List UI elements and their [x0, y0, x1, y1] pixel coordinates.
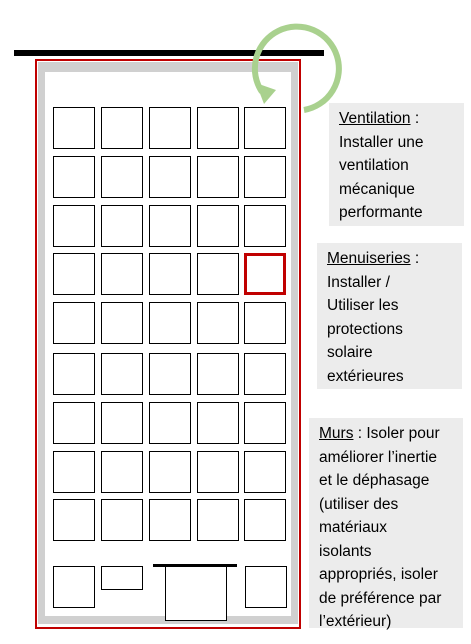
- window: [197, 402, 239, 444]
- window: [101, 499, 143, 541]
- window: [149, 205, 191, 247]
- window: [53, 107, 95, 149]
- window: [149, 499, 191, 541]
- note-menuiseries-body: Installer / Utiliser les protections solaire extérieures: [327, 273, 404, 385]
- window: [244, 499, 286, 541]
- window: [244, 107, 286, 149]
- window: [53, 156, 95, 198]
- window: [101, 402, 143, 444]
- window: [149, 156, 191, 198]
- window: [197, 205, 239, 247]
- ground-floor-window: [101, 566, 143, 590]
- note-menuiseries-title: Menuiseries: [327, 250, 411, 267]
- window: [101, 156, 143, 198]
- window: [101, 353, 143, 395]
- window: [244, 353, 286, 395]
- entrance-door: [165, 567, 227, 621]
- window: [53, 451, 95, 493]
- note-ventilation-title: Ventilation: [339, 110, 411, 127]
- note-murs: [309, 418, 463, 628]
- window: [149, 402, 191, 444]
- window: [149, 451, 191, 493]
- window: [149, 107, 191, 149]
- window: [244, 156, 286, 198]
- window: [101, 253, 143, 295]
- window: [53, 205, 95, 247]
- ground-floor-window: [53, 566, 95, 608]
- note-murs-separator: :: [353, 425, 367, 442]
- note-ventilation-body: Installer une ventilation mécanique performante: [339, 133, 424, 221]
- window: [244, 205, 286, 247]
- window: [101, 451, 143, 493]
- window: [197, 451, 239, 493]
- window: [53, 499, 95, 541]
- window: [53, 253, 95, 295]
- note-ventilation-separator: :: [410, 110, 420, 127]
- window: [197, 107, 239, 149]
- window: [244, 451, 286, 493]
- window: [101, 205, 143, 247]
- window: [244, 302, 286, 344]
- note-menuiseries-separator: :: [410, 250, 420, 267]
- window: [197, 253, 239, 295]
- window: [197, 353, 239, 395]
- window: [149, 253, 191, 295]
- ground-floor-window: [245, 566, 287, 608]
- window-highlighted: [244, 253, 286, 295]
- note-murs-title: Murs: [319, 425, 354, 442]
- window: [149, 353, 191, 395]
- window: [197, 156, 239, 198]
- window: [53, 353, 95, 395]
- window: [197, 499, 239, 541]
- note-murs-body: Isoler pour améliorer l’inertie et le déphasage (utiliser des matériaux isolants appropriés, isoler de préférence par l’extérieur): [319, 425, 442, 630]
- window: [244, 402, 286, 444]
- window: [53, 402, 95, 444]
- window: [101, 107, 143, 149]
- note-ventilation: [329, 103, 464, 226]
- window: [149, 302, 191, 344]
- window: [197, 302, 239, 344]
- window: [101, 302, 143, 344]
- window: [53, 302, 95, 344]
- note-menuiseries: [317, 243, 462, 389]
